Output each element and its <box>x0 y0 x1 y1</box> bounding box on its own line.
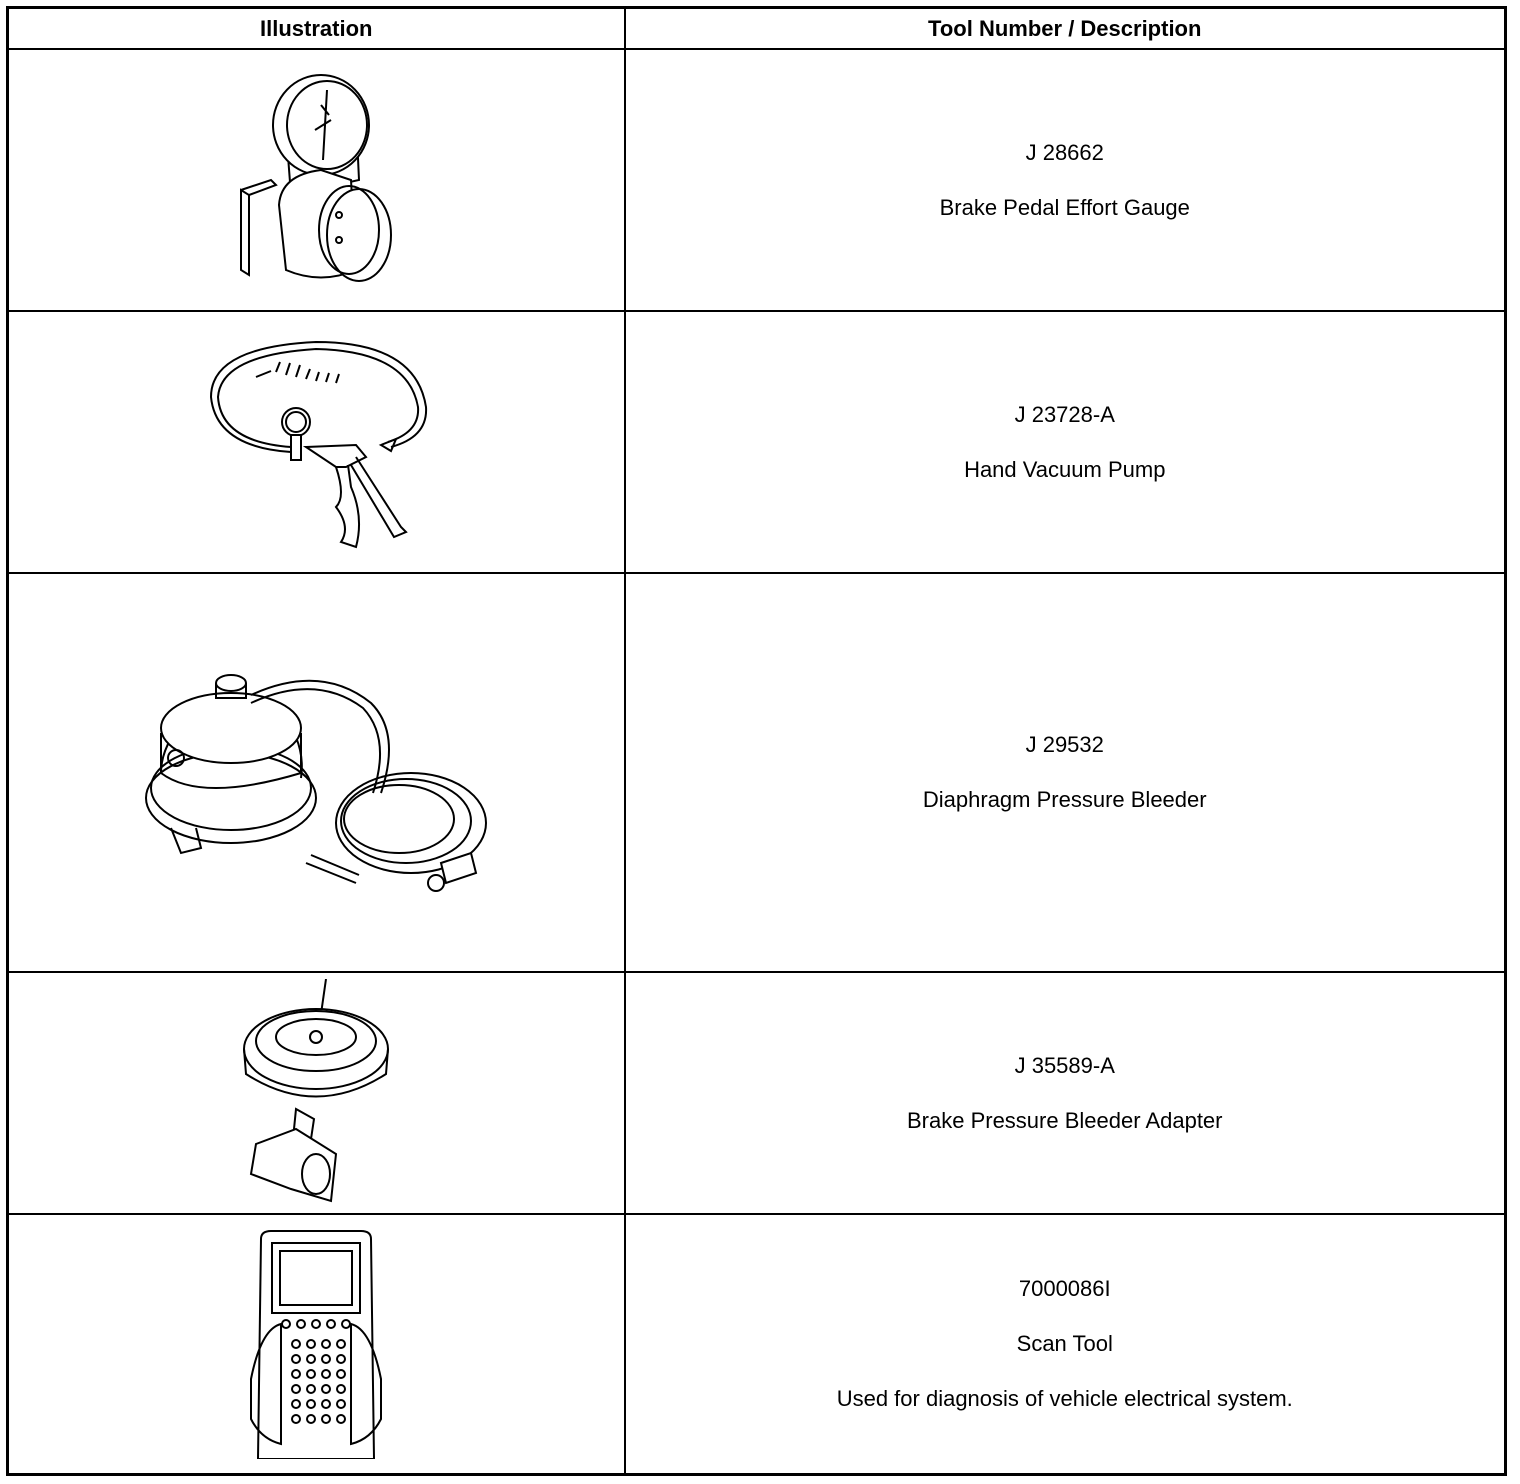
illustration-cell <box>8 573 625 972</box>
tool-name: Scan Tool <box>1016 1330 1113 1356</box>
illustration-cell <box>8 1214 625 1474</box>
tool-name: Brake Pedal Effort Gauge <box>939 194 1190 220</box>
description-cell <box>625 972 1506 1214</box>
bleeder-adapter-icon <box>236 979 396 1207</box>
table-row <box>8 1214 1506 1474</box>
header-description: Tool Number / Description <box>625 8 1506 50</box>
header-illustration: Illustration <box>8 8 625 50</box>
description-cell <box>625 311 1506 573</box>
description-cell <box>625 573 1506 972</box>
table-header-row <box>8 8 1506 50</box>
tool-name: Hand Vacuum Pump <box>964 456 1166 482</box>
tool-name: Brake Pressure Bleeder Adapter <box>906 1107 1223 1133</box>
illustration-cell <box>8 49 625 311</box>
tool-number: 7000086I <box>1018 1275 1111 1301</box>
table-row <box>8 573 1506 972</box>
table-row <box>8 311 1506 573</box>
pressure-bleeder-icon <box>141 643 491 903</box>
table-row <box>8 972 1506 1214</box>
tool-name: Diaphragm Pressure Bleeder <box>922 787 1207 812</box>
description-cell <box>625 1214 1506 1474</box>
tool-number: J 29532 <box>1025 732 1104 757</box>
tool-note: Used for diagnosis of vehicle electrical system. <box>836 1385 1293 1411</box>
tool-number: J 23728-A <box>1014 401 1115 427</box>
scan-tool-icon <box>246 1229 386 1459</box>
hand-vacuum-pump-icon <box>196 327 436 557</box>
illustration-cell <box>8 311 625 573</box>
table-row <box>8 49 1506 311</box>
special-tools-table <box>6 6 1507 1476</box>
tool-number: J 28662 <box>1025 139 1104 165</box>
pedal-effort-gauge-icon <box>231 70 401 290</box>
illustration-cell <box>8 972 625 1214</box>
tool-number: J 35589-A <box>1014 1052 1115 1078</box>
description-cell <box>625 49 1506 311</box>
